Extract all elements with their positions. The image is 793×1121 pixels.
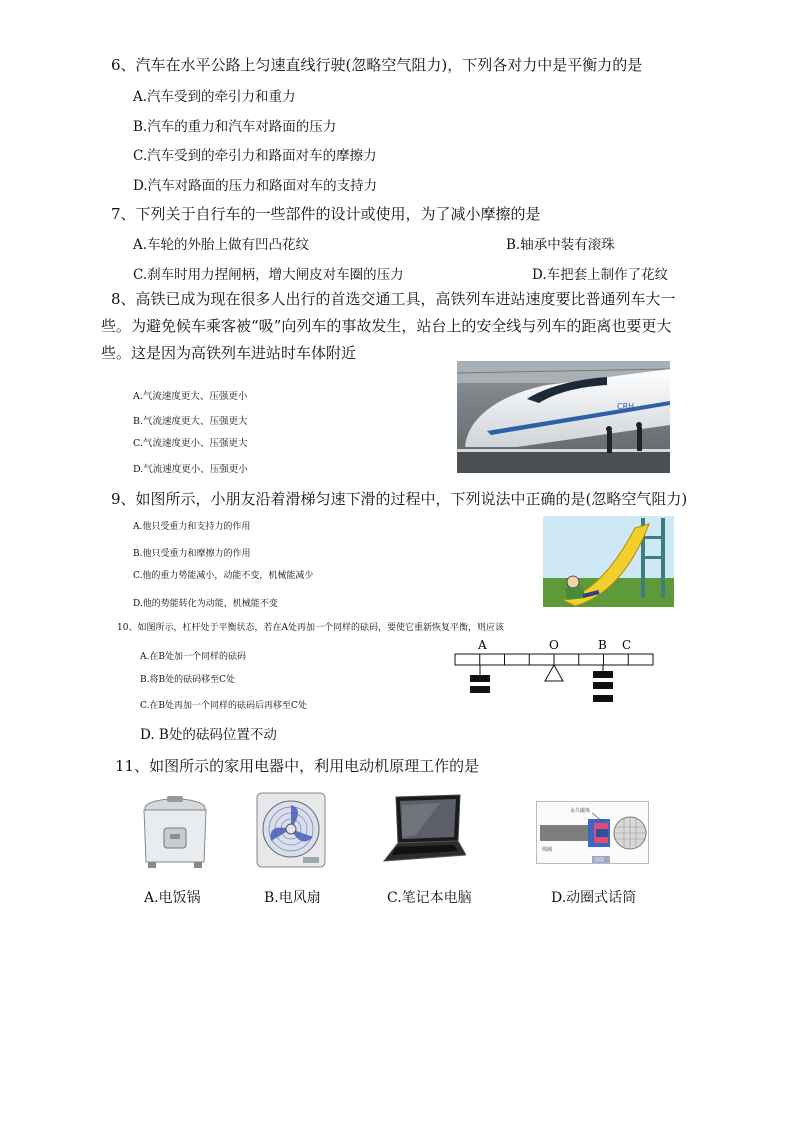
q11-stem: 11、如图所示的家用电器中，利用电动机原理工作的是 <box>115 757 480 775</box>
q7-option-b: B.轴承中装有滚珠 <box>506 237 615 253</box>
mic-label-magnet: 永久磁体 <box>570 808 591 814</box>
q10-option-a: A.在B处加一个同样的砝码 <box>140 652 246 662</box>
lever-label-c: C <box>622 638 632 652</box>
q11-caption-b: B.电风扇 <box>264 890 321 906</box>
q8-option-c: C.气流速度更小、压强更大 <box>133 438 248 449</box>
q9-option-a: A.他只受重力和支持力的作用 <box>133 522 251 532</box>
q8-option-d: D.气流速度更小、压强更小 <box>133 464 248 475</box>
mic-label-coil: 线圈 <box>542 847 553 853</box>
q9-stem: 9、如图所示，小朋友沿着滑梯匀速下滑的过程中，下列说法中正确的是(忽略空气阻力) <box>111 490 688 508</box>
q10-option-d: D. B处的砝码位置不动 <box>140 727 277 743</box>
lever-label-b: B <box>598 638 607 652</box>
q11-caption-a: A.电饭锅 <box>144 890 201 906</box>
q9-option-d: D.他的势能转化为动能，机械能不变 <box>133 599 278 609</box>
q6-option-c: C.汽车受到的牵引力和路面对车的摩擦力 <box>133 148 377 164</box>
electric-fan-image <box>255 791 327 872</box>
q8-option-b: B.气流速度更大、压强更大 <box>133 416 248 427</box>
slide-image <box>543 516 674 607</box>
q10-stem: 10、如图所示，杠杆处于平衡状态，若在A处再加一个同样的砝码，要使它重新恢复平衡，则应该 <box>117 623 504 633</box>
q9-option-c: C.他的重力势能减小，动能不变，机械能减少 <box>133 571 314 581</box>
q10-option-b: B.将B处的砝码移至C处 <box>140 675 235 685</box>
lever-diagram <box>452 635 656 709</box>
mic-label-bottom: 话筒 <box>594 857 605 864</box>
q6-option-b: B.汽车的重力和汽车对路面的压力 <box>133 119 337 135</box>
rice-cooker-image <box>134 790 216 872</box>
moving-coil-microphone-image <box>536 801 649 864</box>
q6-stem: 6、汽车在水平公路上匀速直线行驶(忽略空气阻力)，下列各对力中是平衡力的是 <box>111 56 643 74</box>
q10-option-c: C.在B处再加一个同样的砝码后再移至C处 <box>140 701 307 711</box>
q6-option-d: D.汽车对路面的压力和路面对车的支持力 <box>133 178 378 194</box>
q6-option-a: A.汽车受到的牵引力和重力 <box>133 89 296 105</box>
lever-label-o: O <box>549 638 559 652</box>
lever-label-a: A <box>478 638 487 652</box>
train-logo-text: CRH <box>617 402 635 411</box>
q7-stem: 7、下列关于自行车的一些部件的设计或使用，为了减小摩擦的是 <box>111 205 541 223</box>
q11-caption-d: D.动圈式话筒 <box>551 890 637 906</box>
q7-option-c: C.刹车时用力捏闸柄，增大闸皮对车圈的压力 <box>133 267 404 283</box>
q8-stem: 8、高铁已成为现在很多人出行的首选交通工具，高铁列车进站速度要比普通列车大一些。为避免候车乘客被“吸”向列车的事故发生，站台上的安全线与列车的距离也要更大些。这是因为高铁列车进站时车体附近 <box>101 290 676 362</box>
q7-option-d: D.车把套上制作了花纹 <box>532 267 669 283</box>
high-speed-train-image <box>457 361 670 473</box>
q9-option-b: B.他只受重力和摩擦力的作用 <box>133 549 251 559</box>
laptop-image <box>380 793 466 868</box>
q8-option-a: A.气流速度更大、压强更小 <box>133 391 248 402</box>
q7-option-a: A.车轮的外胎上做有凹凸花纹 <box>133 237 310 253</box>
q11-caption-c: C.笔记本电脑 <box>387 890 472 906</box>
